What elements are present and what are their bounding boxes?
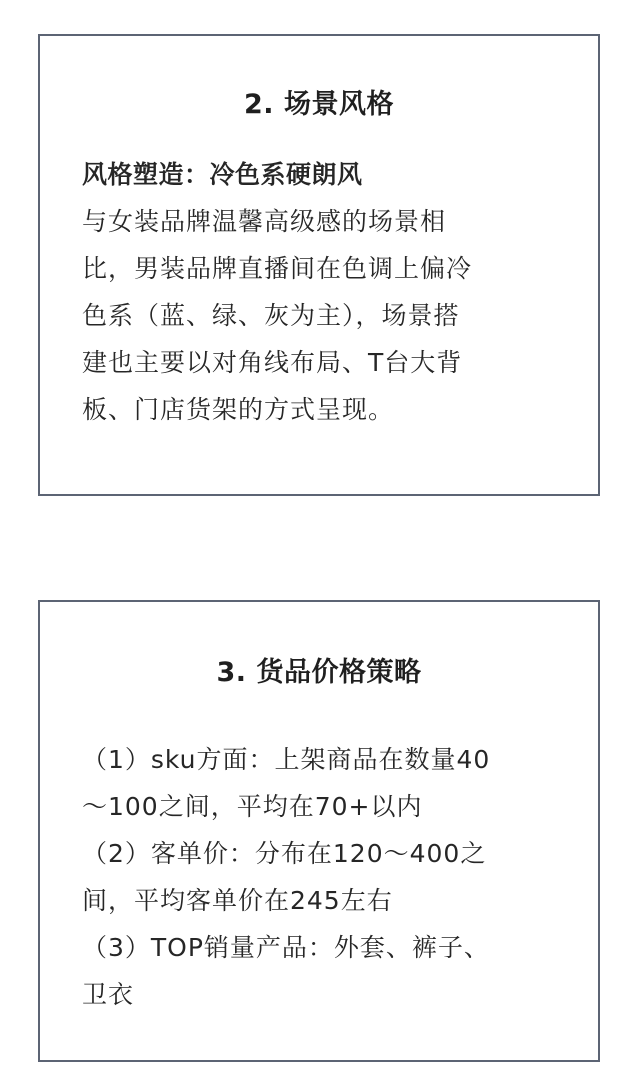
- scene-style-title: 2. 场景风格: [244, 89, 394, 120]
- text-line: 色系（蓝、绿、灰为主），场景搭: [82, 301, 460, 330]
- text-line: ～100之间，平均在70+以内: [82, 792, 423, 821]
- text-line: 间，平均客单价在245左右: [82, 886, 393, 915]
- text-line: 与女装品牌温馨高级感的场景相: [82, 207, 447, 236]
- pricing-strategy-card: [38, 600, 600, 1062]
- text-line: 比，男装品牌直播间在色调上偏冷: [82, 254, 473, 283]
- pricing-strategy-title: 3. 货品价格策略: [216, 657, 422, 688]
- text-line: （2）客单价：分布在120～400之: [82, 839, 487, 868]
- text-line: （1）sku方面：上架商品在数量40: [82, 745, 491, 774]
- scene-style-subheading: 风格塑造：冷色系硬朗风: [82, 160, 363, 189]
- text-line: （3）TOP销量产品：外套、裤子、: [82, 933, 490, 962]
- text-line: 建也主要以对角线布局、T台大背: [82, 348, 463, 377]
- scene-style-card: [38, 34, 600, 496]
- scene-style-body: [40, 151, 598, 433]
- pricing-strategy-body: [40, 736, 598, 1018]
- text-line: 卫衣: [82, 980, 135, 1009]
- text-line: 板、门店货架的方式呈现。: [82, 395, 395, 424]
